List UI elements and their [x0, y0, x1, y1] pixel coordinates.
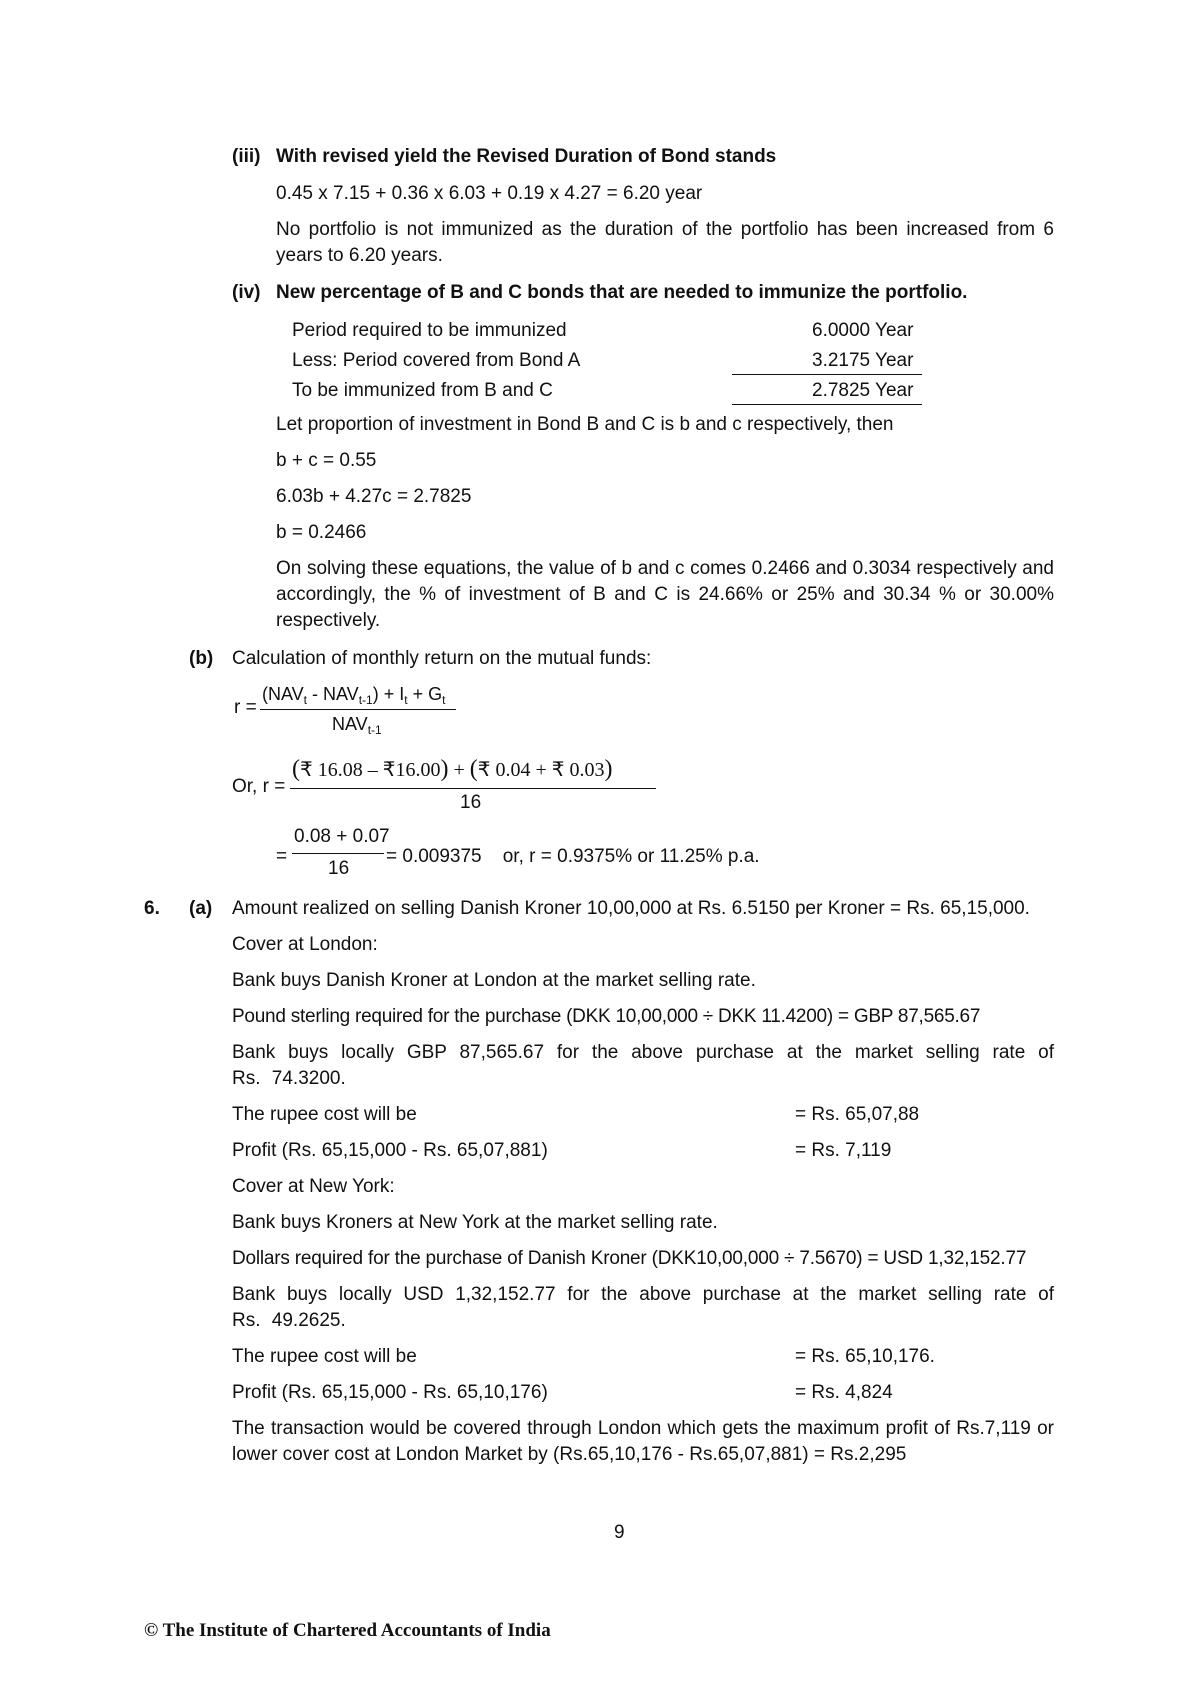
transaction-conclusion: The transaction would be covered through London which gets the maximum profit of Rs.7,119 or lower cover cost at London Market by (Rs.65,10,176 - Rs.65,07,881) = Rs.2,295 [232, 1418, 1054, 1465]
numeric-fraction-bar [290, 788, 656, 789]
london-cost-value: = Rs. 65,07,88 [795, 1104, 920, 1125]
page-number: 9 [614, 1522, 625, 1543]
numeric-denominator: 16 [460, 792, 482, 813]
numeric-numerator [292, 756, 612, 783]
question-number: 6. [144, 898, 160, 919]
proportion-text: Let proportion of investment in Bond B and C is b and c respectively, then [276, 414, 894, 435]
r-equals: r = [234, 697, 257, 718]
paren-close: ) [604, 756, 613, 782]
immunization-conclusion: No portfolio is not immunized as the duration of the portfolio has been increased from 6 years to 6.20 years. [276, 219, 1054, 266]
paren-close: ) [440, 756, 449, 782]
ny-line-1: Bank buys Kroners at New York at the market selling rate. [232, 1212, 718, 1233]
equation-1: b + c = 0.55 [276, 450, 377, 471]
table-row-item: Less: Period covered from Bond A [292, 350, 581, 371]
paren-open: ( [292, 756, 300, 782]
formula-part: - NAV [307, 684, 359, 704]
heading-iv: New percentage of B and C bonds that are needed to immunize the portfolio. [276, 282, 968, 303]
formula-subscript: t [404, 693, 408, 707]
monthly-return-result: = 0.009375 or, r = 0.9375% or 11.25% p.a. [386, 846, 760, 867]
formula-subscript: t [442, 693, 446, 707]
formula-part: (NAV [262, 684, 304, 704]
table-row-item: Period required to be immunized [292, 320, 567, 341]
formula-fraction-bar [260, 709, 456, 710]
label-b: (b) [189, 648, 214, 669]
plus-sign: + [453, 759, 465, 781]
london-heading: Cover at London: [232, 934, 378, 955]
london-line-2: Pound sterling required for the purchase (DKK 10,00,000 ÷ DKK 11.4200) = GBP 87,565.67 [232, 1006, 981, 1027]
amount-realized: Amount realized on selling Danish Kroner 10,00,000 at Rs. 6.5150 per Kroner = Rs. 65,15,000. [232, 898, 1030, 919]
london-cost-label: The rupee cost will be [232, 1104, 417, 1125]
formula-part: NAV [332, 714, 368, 734]
simplified-denominator: 16 [328, 858, 350, 879]
paren-open: ( [469, 756, 478, 782]
price-difference: ₹ 16.08 – ₹16.00 [300, 759, 441, 781]
equals-sign: = [276, 846, 288, 867]
label-iv: (iv) [232, 282, 261, 303]
ny-line-3: Bank buys locally USD 1,32,152.77 for the above purchase at the market selling rate of Rs. 49.2625. [232, 1284, 1054, 1331]
table-total-rule [732, 404, 922, 405]
ny-cost-value: = Rs. 65,10,176. [795, 1346, 935, 1367]
heading-iii: With revised yield the Revised Duration of Bond stands [276, 146, 777, 167]
table-row-item: To be immunized from B and C [292, 380, 553, 401]
formula-subscript: t-1 [367, 723, 382, 737]
london-profit-value: = Rs. 7,119 [795, 1140, 892, 1161]
london-line-1: Bank buys Danish Kroner at London at the market selling rate. [232, 970, 756, 991]
solution-text: On solving these equations, the value of b and c comes 0.2466 and 0.3034 respectively and accordingly, the % of investment of B and C is 24.66% or 25% and 30.34 % or 30.00% respectively. [276, 558, 1054, 631]
formula-part: + G [407, 684, 443, 704]
return-formula-numerator [262, 684, 445, 707]
ny-heading: Cover at New York: [232, 1176, 395, 1197]
ny-profit-label: Profit (Rs. 65,15,000 - Rs. 65,10,176) [232, 1382, 548, 1403]
simplified-numerator: 0.08 + 0.07 [294, 826, 390, 847]
label-iii: (iii) [232, 146, 261, 167]
formula-part: ) + I [372, 684, 405, 704]
table-row-value: 6.0000 Year [812, 320, 914, 341]
duration-formula: 0.45 x 7.15 + 0.36 x 6.03 + 0.19 x 4.27 = 6.20 year [276, 183, 703, 204]
part-b-intro: Calculation of monthly return on the mutual funds: [232, 648, 652, 669]
formula-subscript: t [303, 693, 308, 707]
ny-cost-label: The rupee cost will be [232, 1346, 417, 1367]
equation-2: 6.03b + 4.27c = 2.7825 [276, 486, 472, 507]
table-subtotal-rule [732, 374, 922, 375]
ny-profit-value: = Rs. 4,824 [795, 1382, 893, 1403]
london-line-3: Bank buys locally GBP 87,565.67 for the above purchase at the market selling rate of Rs. 74.3200. [232, 1042, 1054, 1089]
table-row-value: 2.7825 Year [812, 380, 914, 401]
simplified-fraction-bar [292, 853, 384, 854]
label-6a: (a) [189, 898, 213, 919]
ny-line-2: Dollars required for the purchase of Danish Kroner (DKK10,00,000 ÷ 7.5670) = USD 1,32,152.77 [232, 1248, 1027, 1269]
income-gain: ₹ 0.04 + ₹ 0.03 [477, 759, 605, 781]
equation-3: b = 0.2466 [276, 522, 367, 543]
table-row-value: 3.2175 Year [812, 350, 914, 371]
copyright-footer: © The Institute of Chartered Accountants of India [144, 1620, 551, 1641]
london-profit-label: Profit (Rs. 65,15,000 - Rs. 65,07,881) [232, 1140, 548, 1161]
return-formula-denominator [332, 714, 382, 737]
or-r-equals: Or, r = [232, 776, 286, 797]
formula-subscript: t-1 [358, 693, 373, 707]
